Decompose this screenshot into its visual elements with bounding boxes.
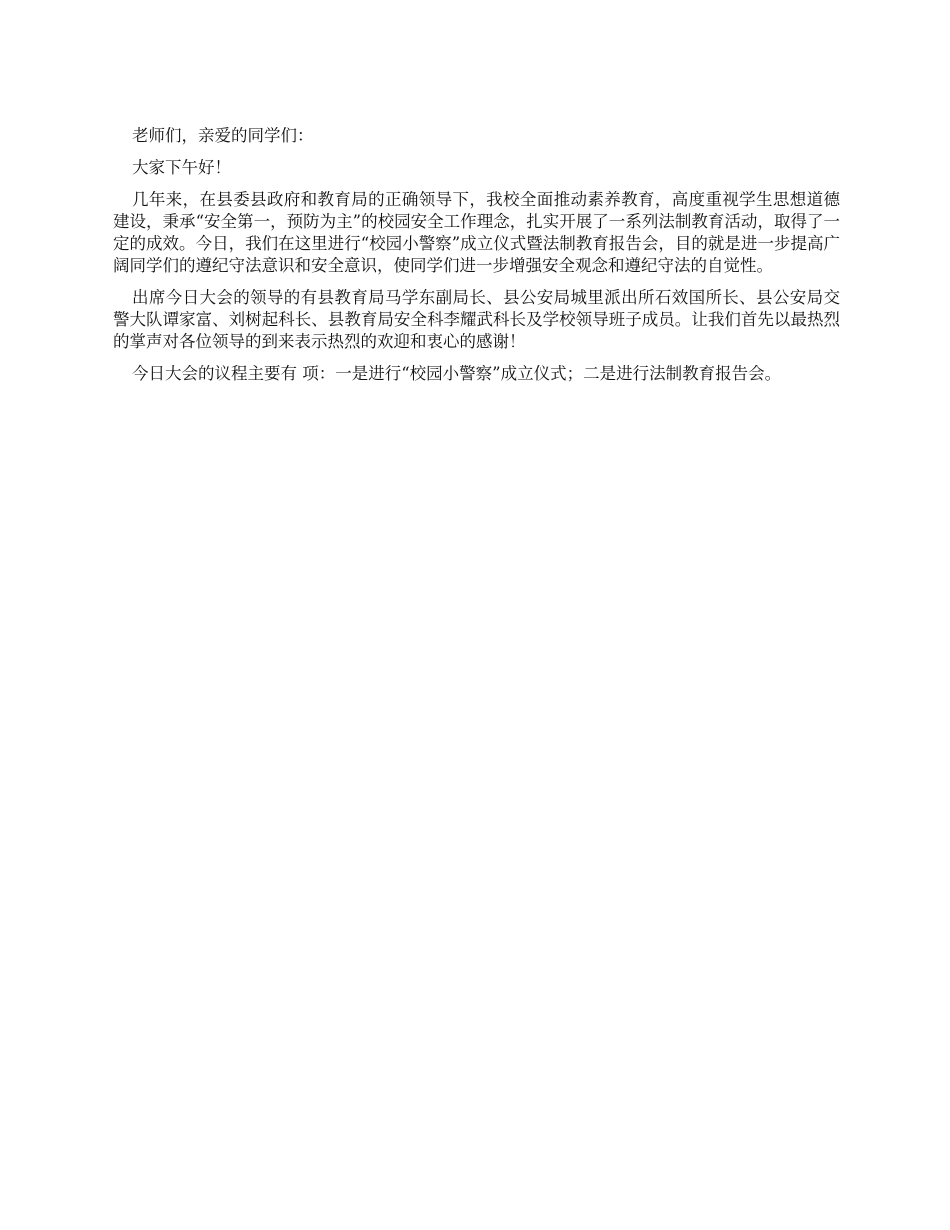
document-body (113, 125, 840, 395)
body-paragraph-attendees: 出席今日大会的领导的有县教育局马学东副局长、县公安局城里派出所石效国所长、县公安局交警大队谭家富、刘树起科长、县教育局安全科李耀武科长及学校领导班子成员。让我们首先以最热烈的掌声对各位领导的到来表示热烈的欢迎和衷心的感谢！ (113, 288, 840, 351)
body-paragraph-agenda: 今日大会的议程主要有 项：一是进行“校园小警察”成立仪式；二是进行法制教育报告会。 (132, 364, 782, 383)
greeting-line: 老师们，亲爱的同学们： (132, 126, 314, 145)
salutation-line: 大家下午好！ (132, 158, 231, 177)
body-paragraph-intro: 几年来，在县委县政府和教育局的正确领导下，我校全面推动素养教育，高度重视学生思想道德建设，秉承“安全第一，预防为主”的校园安全工作理念，扎实开展了一系列法制教育活动，取得了一定的成效。今日，我们在这里进行“校园小警察”成立仪式暨法制教育报告会，目的就是进一步提高广阔同学们的遵纪守法意识和安全意识，使同学们进一步增强安全观念和遵纪守法的自觉性。 (113, 190, 840, 275)
